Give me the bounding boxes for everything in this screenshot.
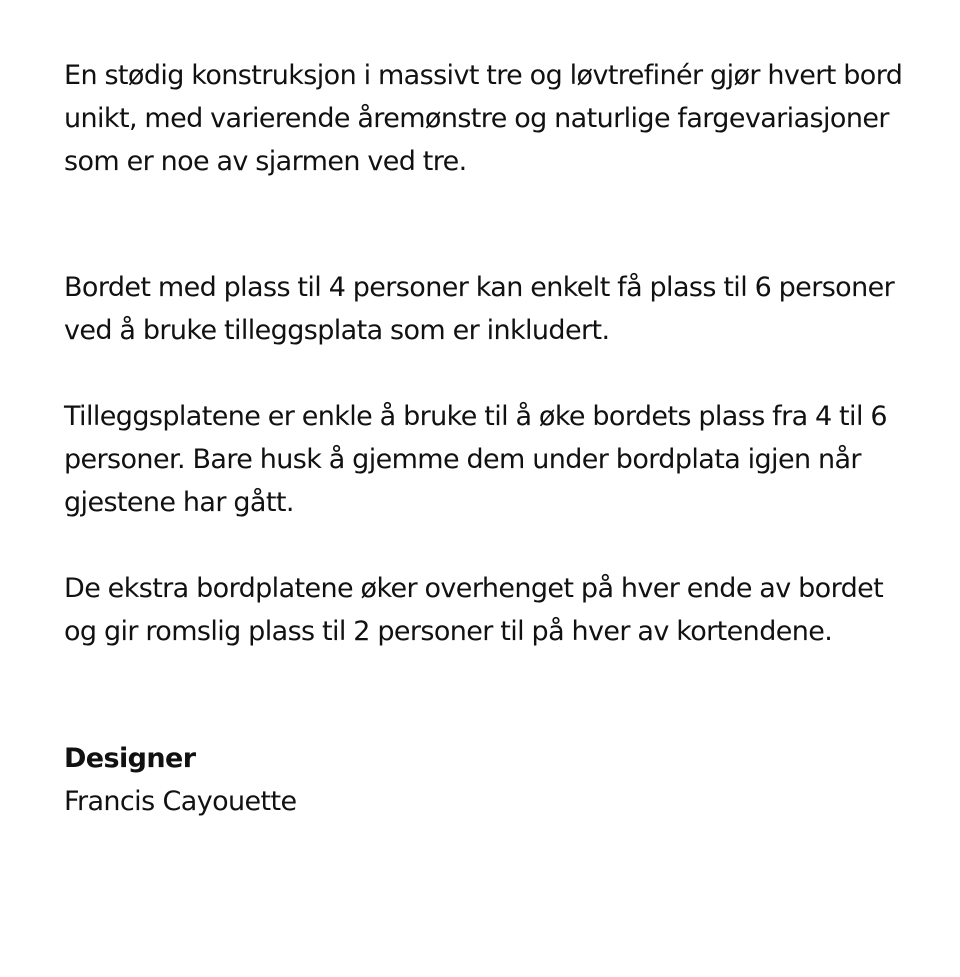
description-paragraph-extension-leaves: Tilleggsplatene er enkle å bruke til å øke bordets plass fra 4 til 6 personer. Bare husk å gjemme dem under bordplata igjen når gjestene har gått.	[64, 401, 887, 518]
description-paragraph-overhang: De ekstra bordplatene øker overhenget på hver ende av bordet og gir romslig plass til 2 personer til på hver av kortendene.	[64, 573, 884, 647]
description-paragraph-capacity: Bordet med plass til 4 personer kan enkelt få plass til 6 personer ved å bruke tilleggsplata som er inkludert.	[64, 272, 895, 346]
description-paragraph-construction: En stødig konstruksjon i massivt tre og løvtrefinér gjør hvert bord unikt, med varierende åremønstre og naturlige fargevariasjoner som er noe av sjarmen ved tre.	[64, 60, 903, 177]
product-description	[64, 54, 914, 823]
designer-name: Francis Cayouette	[64, 786, 297, 817]
designer-section	[64, 737, 914, 823]
designer-label: Designer	[64, 743, 196, 774]
